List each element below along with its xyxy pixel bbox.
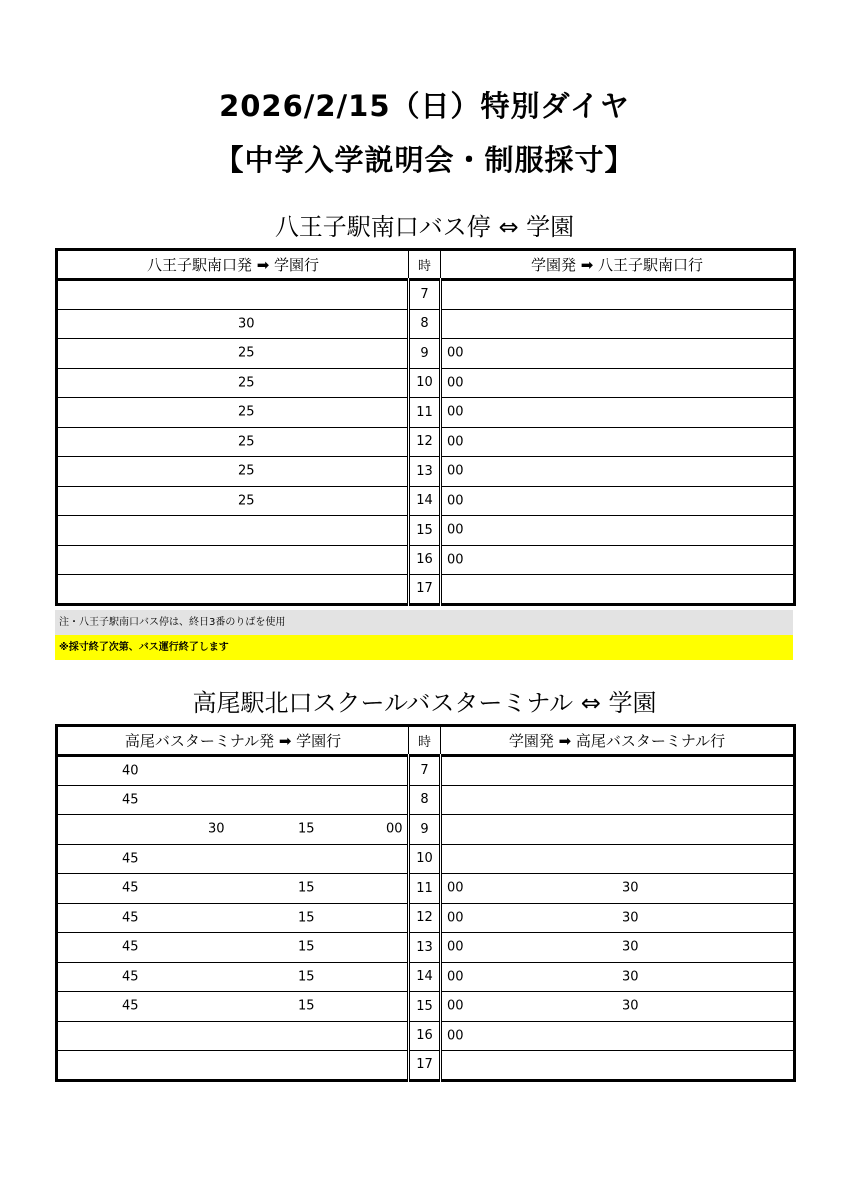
timetable-hachioji xyxy=(55,248,796,606)
hour-cell: 13 xyxy=(409,933,441,963)
table-row xyxy=(57,457,795,487)
departure-minute: 00 xyxy=(447,910,464,926)
hour-cell: 15 xyxy=(409,516,441,546)
outbound-minutes xyxy=(57,427,409,457)
hour-cell: 12 xyxy=(409,427,441,457)
return-minutes xyxy=(441,844,795,874)
departure-minute: 00 xyxy=(447,493,464,509)
outbound-minutes xyxy=(57,339,409,369)
departure-minute: 15 xyxy=(298,880,315,896)
hour-cell: 14 xyxy=(409,962,441,992)
outbound-minutes xyxy=(57,785,409,815)
departure-minute: 25 xyxy=(238,404,255,420)
hour-cell: 16 xyxy=(409,1021,441,1051)
return-minutes xyxy=(441,457,795,487)
departure-minute: 00 xyxy=(386,821,403,837)
outbound-minutes xyxy=(57,516,409,546)
outbound-minutes xyxy=(57,368,409,398)
outbound-minutes xyxy=(57,756,409,786)
note-bus-stop: 注・八王子駅南口バス停は、終日3番のりばを使用 xyxy=(55,610,793,635)
departure-minute: 00 xyxy=(447,463,464,479)
departure-minute: 00 xyxy=(447,880,464,896)
hour-cell: 12 xyxy=(409,903,441,933)
departure-minute: 45 xyxy=(122,969,139,985)
hour-cell: 13 xyxy=(409,457,441,487)
departure-minute: 30 xyxy=(622,939,639,955)
departure-minute: 15 xyxy=(298,998,315,1014)
page-title: 2026/2/15（日）特別ダイヤ xyxy=(219,89,630,123)
departure-minute: 30 xyxy=(622,998,639,1014)
return-minutes xyxy=(441,545,795,575)
return-minutes xyxy=(441,933,795,963)
departure-minute: 25 xyxy=(238,434,255,450)
table-row xyxy=(57,545,795,575)
return-minutes xyxy=(441,785,795,815)
outbound-minutes xyxy=(57,1021,409,1051)
section1-title: 八王子駅南口バス停 ⇔ 学園 xyxy=(274,213,575,241)
table-row xyxy=(57,280,795,310)
outbound-minutes xyxy=(57,309,409,339)
outbound-minutes xyxy=(57,457,409,487)
departure-minute: 00 xyxy=(447,998,464,1014)
departure-minute: 25 xyxy=(238,463,255,479)
departure-minute: 15 xyxy=(298,821,315,837)
departure-minute: 25 xyxy=(238,493,255,509)
column-header-outbound: 高尾バスターミナル発 ➡ 学園行 xyxy=(57,726,409,756)
departure-minute: 00 xyxy=(447,345,464,361)
return-minutes xyxy=(441,339,795,369)
return-minutes xyxy=(441,486,795,516)
departure-minute: 45 xyxy=(122,792,139,808)
return-minutes xyxy=(441,903,795,933)
return-minutes xyxy=(441,516,795,546)
table-row xyxy=(57,903,795,933)
table-row xyxy=(57,309,795,339)
departure-minute: 40 xyxy=(122,763,139,779)
departure-minute: 25 xyxy=(238,375,255,391)
departure-minute: 15 xyxy=(298,910,315,926)
table-row xyxy=(57,785,795,815)
return-minutes xyxy=(441,1021,795,1051)
table-row xyxy=(57,368,795,398)
departure-minute: 25 xyxy=(238,345,255,361)
column-header-outbound: 八王子駅南口発 ➡ 学園行 xyxy=(57,250,409,280)
departure-minute: 30 xyxy=(238,316,255,332)
table-row xyxy=(57,933,795,963)
hour-cell: 7 xyxy=(409,756,441,786)
outbound-minutes xyxy=(57,398,409,428)
return-minutes xyxy=(441,992,795,1022)
departure-minute: 00 xyxy=(447,939,464,955)
departure-minute: 30 xyxy=(622,910,639,926)
departure-minute: 45 xyxy=(122,939,139,955)
outbound-minutes xyxy=(57,280,409,310)
departure-minute: 45 xyxy=(122,880,139,896)
departure-minute: 45 xyxy=(122,910,139,926)
outbound-minutes xyxy=(57,903,409,933)
departure-minute: 00 xyxy=(447,434,464,450)
departure-minute: 00 xyxy=(447,522,464,538)
column-header-hour: 時 xyxy=(409,726,441,756)
departure-minute: 00 xyxy=(447,375,464,391)
outbound-minutes xyxy=(57,1051,409,1081)
table-row xyxy=(57,1021,795,1051)
page-subtitle: 【中学入学説明会・制服採寸】 xyxy=(214,143,635,177)
table-row xyxy=(57,516,795,546)
outbound-minutes xyxy=(57,962,409,992)
outbound-minutes xyxy=(57,575,409,605)
return-minutes xyxy=(441,368,795,398)
table-row xyxy=(57,756,795,786)
hour-cell: 17 xyxy=(409,1051,441,1081)
hour-cell: 7 xyxy=(409,280,441,310)
departure-minute: 00 xyxy=(447,969,464,985)
departure-minute: 30 xyxy=(622,969,639,985)
departure-minute: 30 xyxy=(622,880,639,896)
hour-cell: 10 xyxy=(409,368,441,398)
return-minutes xyxy=(441,575,795,605)
return-minutes xyxy=(441,427,795,457)
return-minutes xyxy=(441,756,795,786)
return-minutes xyxy=(441,962,795,992)
return-minutes xyxy=(441,1051,795,1081)
table-row xyxy=(57,486,795,516)
return-minutes xyxy=(441,874,795,904)
departure-minute: 00 xyxy=(447,1028,464,1044)
table-row xyxy=(57,962,795,992)
return-minutes xyxy=(441,280,795,310)
outbound-minutes xyxy=(57,486,409,516)
hour-cell: 16 xyxy=(409,545,441,575)
column-header-return: 学園発 ➡ 八王子駅南口行 xyxy=(441,250,795,280)
table-row xyxy=(57,1051,795,1081)
column-header-return: 学園発 ➡ 高尾バスターミナル行 xyxy=(441,726,795,756)
outbound-minutes xyxy=(57,545,409,575)
section2-title: 高尾駅北口スクールバスターミナル ⇔ 学園 xyxy=(192,689,657,717)
hour-cell: 8 xyxy=(409,309,441,339)
return-minutes xyxy=(441,815,795,845)
hour-cell: 10 xyxy=(409,844,441,874)
table-row xyxy=(57,575,795,605)
table-row xyxy=(57,815,795,845)
departure-minute: 45 xyxy=(122,851,139,867)
departure-minute: 15 xyxy=(298,969,315,985)
outbound-minutes xyxy=(57,874,409,904)
return-minutes xyxy=(441,398,795,428)
column-header-hour: 時 xyxy=(409,250,441,280)
table-row xyxy=(57,339,795,369)
note-service-end: ※採寸終了次第、バス運行終了します xyxy=(55,635,793,660)
table-row xyxy=(57,844,795,874)
hour-cell: 14 xyxy=(409,486,441,516)
outbound-minutes xyxy=(57,933,409,963)
hour-cell: 11 xyxy=(409,398,441,428)
table-row xyxy=(57,398,795,428)
hour-cell: 17 xyxy=(409,575,441,605)
hour-cell: 8 xyxy=(409,785,441,815)
table-row xyxy=(57,427,795,457)
hour-cell: 11 xyxy=(409,874,441,904)
departure-minute: 00 xyxy=(447,404,464,420)
hour-cell: 9 xyxy=(409,339,441,369)
departure-minute: 00 xyxy=(447,552,464,568)
departure-minute: 45 xyxy=(122,998,139,1014)
table-row xyxy=(57,874,795,904)
departure-minute: 30 xyxy=(208,821,225,837)
outbound-minutes xyxy=(57,815,409,845)
hour-cell: 15 xyxy=(409,992,441,1022)
timetable-takao xyxy=(55,724,796,1082)
outbound-minutes xyxy=(57,844,409,874)
table-row xyxy=(57,992,795,1022)
departure-minute: 15 xyxy=(298,939,315,955)
hour-cell: 9 xyxy=(409,815,441,845)
outbound-minutes xyxy=(57,992,409,1022)
return-minutes xyxy=(441,309,795,339)
